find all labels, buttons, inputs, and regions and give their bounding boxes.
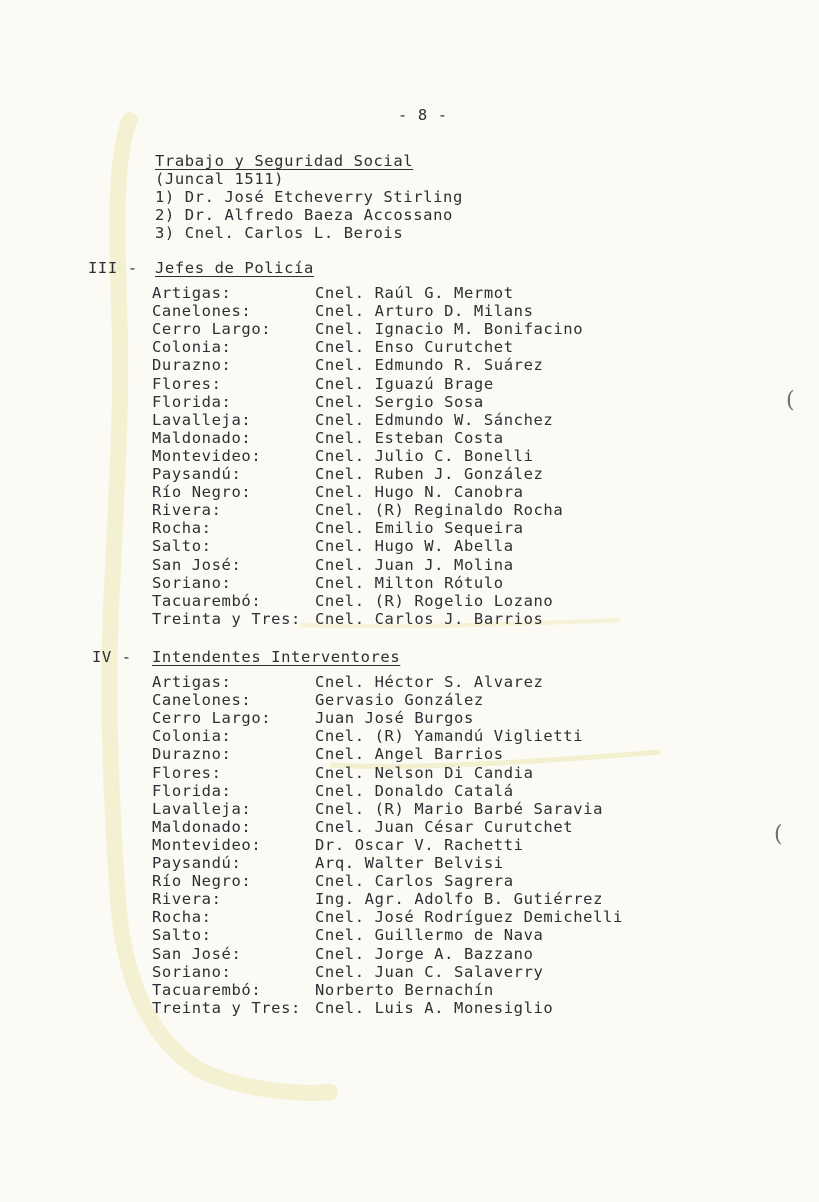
official-name: Norberto Bernachín (315, 980, 494, 999)
official-name: Ing. Agr. Adolfo B. Gutiérrez (315, 890, 604, 909)
official-name: Cnel. Juan César Curutchet (315, 817, 574, 836)
department-name: Maldonado: (152, 817, 252, 836)
official-name: Cnel. Nelson Di Candia (315, 763, 534, 782)
department-name: Durazno: (152, 745, 232, 764)
department-name: Rocha: (152, 519, 212, 538)
department-name: San José: (152, 555, 242, 574)
page-number: - 8 - (398, 106, 448, 124)
ministry-official: 2) Dr. Alfredo Baeza Accossano (155, 206, 453, 224)
official-name: Cnel. Jorge A. Bazzano (315, 944, 534, 963)
section-iii-title: Jefes de Policía (155, 259, 314, 277)
department-name: Montevideo: (152, 835, 262, 854)
department-name: Durazno: (152, 356, 232, 375)
official-name: Arq. Walter Belvisi (315, 854, 504, 872)
official-name: Cnel. Edmundo R. Suárez (315, 356, 544, 375)
official-name: Cnel. Hugo N. Canobra (315, 483, 524, 502)
official-name: Cnel. Juan C. Salaverry (315, 962, 544, 981)
department-name: Paysandú: (152, 854, 242, 872)
official-name: Cnel. Angel Barrios (315, 745, 504, 764)
ministry-title: Trabajo y Seguridad Social (155, 152, 414, 170)
department-name: Rocha: (152, 908, 212, 927)
department-name: Tacuarembó: (152, 591, 262, 610)
department-name: Maldonado: (152, 428, 252, 447)
margin-mark: ( (786, 388, 795, 413)
official-name: Cnel. Juan J. Molina (315, 555, 514, 574)
ministry-official: 3) Cnel. Carlos L. Berois (155, 224, 404, 242)
department-name: Flores: (152, 763, 222, 782)
official-name: Cnel. Emilio Sequeira (315, 519, 524, 538)
margin-mark: ( (774, 822, 783, 847)
department-name: Artigas: (152, 284, 232, 302)
department-name: Río Negro: (152, 872, 252, 891)
department-name: Río Negro: (152, 483, 252, 502)
official-name: Cnel. Guillermo de Nava (315, 926, 544, 945)
department-name: Treinta y Tres: (152, 609, 301, 628)
official-name: Cnel. (R) Rogelio Lozano (315, 591, 554, 610)
department-name: Rivera: (152, 501, 222, 520)
official-name: Cnel. Ignacio M. Bonifacino (315, 320, 584, 339)
department-name: Soriano: (152, 573, 232, 592)
official-name: Cnel. Iguazú Brage (315, 374, 494, 393)
department-name: Montevideo: (152, 446, 262, 465)
department-name: San José: (152, 944, 242, 963)
official-name: Cnel. Carlos J. Barrios (315, 609, 544, 628)
department-name: Soriano: (152, 962, 232, 981)
department-name: Colonia: (152, 338, 232, 357)
section-iv-numeral: IV - (92, 648, 132, 666)
department-name: Artigas: (152, 673, 232, 691)
official-name: Cnel. José Rodríguez Demichelli (315, 908, 623, 927)
section-iii-numeral: III - (88, 259, 138, 277)
department-name: Lavalleja: (152, 410, 252, 429)
official-name: Cnel. Arturo D. Milans (315, 302, 534, 321)
official-name: Cnel. (R) Reginaldo Rocha (315, 501, 564, 520)
official-name: Cnel. Sergio Sosa (315, 392, 484, 411)
official-name: Cnel. Carlos Sagrera (315, 872, 514, 891)
official-name: Juan José Burgos (315, 709, 474, 728)
ministry-official: 1) Dr. José Etcheverry Stirling (155, 188, 463, 206)
official-name: Cnel. Hugo W. Abella (315, 537, 514, 556)
official-name: Cnel. (R) Yamandú Viglietti (315, 727, 584, 746)
department-name: Cerro Largo: (152, 709, 272, 728)
ministry-address: (Juncal 1511) (155, 170, 285, 188)
official-name: Dr. Oscar V. Rachetti (315, 835, 524, 854)
department-name: Paysandú: (152, 465, 242, 483)
official-name: Cnel. Edmundo W. Sánchez (315, 410, 554, 429)
official-name: Gervasio González (315, 691, 484, 710)
department-name: Rivera: (152, 890, 222, 909)
department-name: Tacuarembó: (152, 980, 262, 999)
department-name: Lavalleja: (152, 799, 252, 818)
department-name: Treinta y Tres: (152, 998, 301, 1017)
official-name: Cnel. Donaldo Catalá (315, 781, 514, 800)
official-name: Cnel. Esteban Costa (315, 428, 504, 447)
department-name: Cerro Largo: (152, 320, 272, 339)
department-name: Flores: (152, 374, 222, 393)
department-name: Canelones: (152, 691, 252, 710)
official-name: Cnel. Raúl G. Mermot (315, 284, 514, 302)
department-name: Salto: (152, 537, 212, 556)
department-name: Florida: (152, 781, 232, 800)
department-name: Colonia: (152, 727, 232, 746)
department-name: Canelones: (152, 302, 252, 321)
official-name: Cnel. Julio C. Bonelli (315, 446, 534, 465)
official-name: Cnel. Milton Rótulo (315, 573, 504, 592)
department-name: Salto: (152, 926, 212, 945)
department-name: Florida: (152, 392, 232, 411)
official-name: Cnel. (R) Mario Barbé Saravia (315, 799, 604, 818)
section-iv-title: Intendentes Interventores (152, 648, 401, 666)
official-name: Cnel. Luis A. Monesiglio (315, 998, 554, 1017)
official-name: Cnel. Enso Curutchet (315, 338, 514, 357)
official-name: Cnel. Héctor S. Alvarez (315, 673, 544, 691)
official-name: Cnel. Ruben J. González (315, 465, 544, 483)
